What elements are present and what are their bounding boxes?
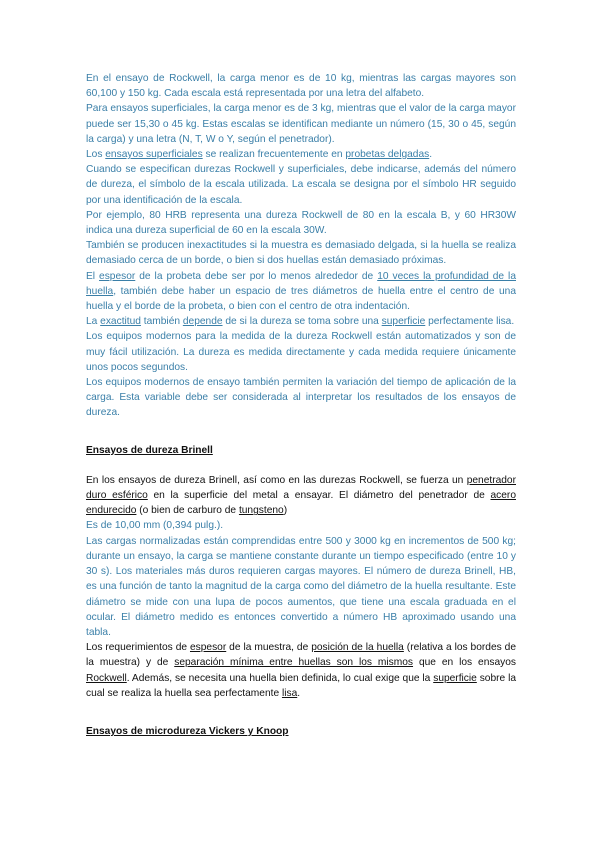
- document-body: [86, 71, 516, 739]
- underlined-term: espesor: [189, 642, 227, 654]
- text-run: .: [429, 149, 433, 161]
- text-run: (relativa a los bordes de la muestra) y de: [86, 642, 516, 669]
- underlined-term: tungsteno: [238, 505, 284, 517]
- underlined-term: Rockwell: [86, 672, 127, 684]
- text-run: de la muestra, de: [226, 642, 312, 654]
- text-run: perfectamente lisa.: [425, 316, 515, 328]
- text-run: .: [297, 687, 301, 699]
- rockwell-paragraph-load-time: Los equipos modernos de ensayo también permiten la variación del tiempo de aplicación de la carga. Esta variable debe ser considerada al interpretar los resultados de los ensayos de dureza.: [86, 377, 516, 419]
- text-run: El: [86, 270, 100, 282]
- underlined-term: acero endurecido: [86, 490, 516, 517]
- text-run: de si la dureza se toma sobre una: [222, 316, 382, 328]
- text-run: La: [86, 316, 101, 328]
- rockwell-paragraph-modern-equipment: Los equipos modernos para la medida de la dureza Rockwell están automatizados y son de muy fácil utilización. La dureza es medida directamente y cada medida requiere únicamente unos pocos segundos.: [86, 331, 516, 373]
- underlined-term: ensayos superficiales: [105, 149, 203, 161]
- text-run: sobre la cual se realiza la huella sea perfectamente: [86, 672, 516, 699]
- text-run: ): [283, 505, 288, 517]
- rockwell-paragraph-inaccuracies: También se producen inexactitudes si la muestra es demasiado delgada, si la huella se realiza demasiado cerca de un borde, o bien si dos huellas están demasiado próximas.: [86, 240, 516, 267]
- text-run: de la probeta debe ser por lo menos alrededor de: [135, 270, 378, 282]
- brinell-paragraph-loads: Las cargas normalizadas están comprendidas entre 500 y 3000 kg en incrementos de 500 kg; durante un ensayo, la carga se mantiene constante durante un tiempo especificado (entre 10 y 30 s). Los materiales más duros requieren cargas mayores. El número de dureza Brinell, HB, es una función de tanto la magnitud de la carga como del diámetro de la huella resultante. Este diámetro se mide con una lupa de pocos aumentos, que tiene una escala graduada en el ocular. El diámetro medido es entonces convertido a número HB aproximado usando una tabla.: [86, 535, 516, 638]
- text-run: , también debe haber un espacio de tres diámetros de huella entre el centro de una huella y el borde de la probeta, o bien con el centro de otra indentación.: [86, 285, 516, 313]
- underlined-term: lisa: [281, 687, 298, 699]
- underlined-term: depende: [182, 316, 223, 328]
- text-run: . Además, se necesita una huella bien definida, lo cual exige que la: [126, 672, 434, 684]
- brinell-paragraph-indenter: [86, 473, 516, 519]
- spacer: [86, 458, 516, 473]
- spacer: [86, 701, 516, 724]
- underlined-term: superficie: [381, 316, 426, 328]
- rockwell-paragraph-superficial-loads: Para ensayos superficiales, la carga menor es de 3 kg, mientras que el valor de la carga mayor puede ser 15,30 o 45 kg. Estas escalas se identifican mediante un número (15, 30 o 45, según la carga) y una letra (N, T, W o Y, según el penetrador).: [86, 103, 516, 145]
- rockwell-paragraph-thickness: [86, 269, 516, 315]
- underlined-term: probetas delgadas: [345, 149, 430, 161]
- underlined-term: exactitud: [100, 316, 141, 328]
- underlined-term: superficie: [433, 672, 477, 684]
- rockwell-paragraph-example: Por ejemplo, 80 HRB representa una dureza Rockwell de 80 en la escala B, y 60 HR30W indica una dureza superficial de 60 en la escala 30W.: [86, 209, 516, 237]
- rockwell-paragraph-loads: En el ensayo de Rockwell, la carga menor es de 10 kg, mientras las cargas mayores son 60,100 y 150 kg. Cada escala está representada por una letra del alfabeto.: [86, 73, 516, 100]
- text-run: también: [140, 316, 183, 328]
- vickers-heading: Ensayos de microdureza Vickers y Knoop: [86, 725, 289, 737]
- text-run: que en los ensayos: [413, 657, 517, 669]
- text-run: Los requerimientos de: [86, 642, 190, 654]
- underlined-term: posición de la huella: [311, 642, 404, 654]
- rockwell-paragraph-accuracy: [86, 314, 516, 329]
- rockwell-paragraph-thin-samples: [86, 147, 516, 162]
- underlined-term: 10 veces la profundidad de la huella: [86, 270, 516, 297]
- underlined-term: espesor: [99, 270, 136, 282]
- spacer: [86, 421, 516, 443]
- text-run: en la superficie del metal a ensayar. El diámetro del penetrador de: [147, 490, 491, 502]
- text-run: (o bien de carburo de: [136, 505, 239, 517]
- text-run: En los ensayos de dureza Brinell, así como en las durezas Rockwell, se fuerza un: [86, 474, 467, 486]
- text-run: Los: [86, 149, 106, 161]
- underlined-term: penetrador duro esférico: [86, 474, 516, 502]
- brinell-paragraph-diameter: Es de 10,00 mm (0,394 pulg.).: [86, 520, 224, 532]
- text-run: se realizan frecuentemente en: [202, 149, 346, 161]
- brinell-paragraph-requirements: [86, 640, 516, 701]
- brinell-heading: Ensayos de dureza Brinell: [86, 444, 213, 456]
- underlined-term: separación mínima entre huellas son los mismos: [174, 657, 414, 669]
- rockwell-paragraph-specification: Cuando se especifican durezas Rockwell y superficiales, debe indicarse, además del número de dureza, el símbolo de la escala utilizada. La escala se designa por el símbolo HR seguido por una identificación de la escala.: [86, 164, 516, 206]
